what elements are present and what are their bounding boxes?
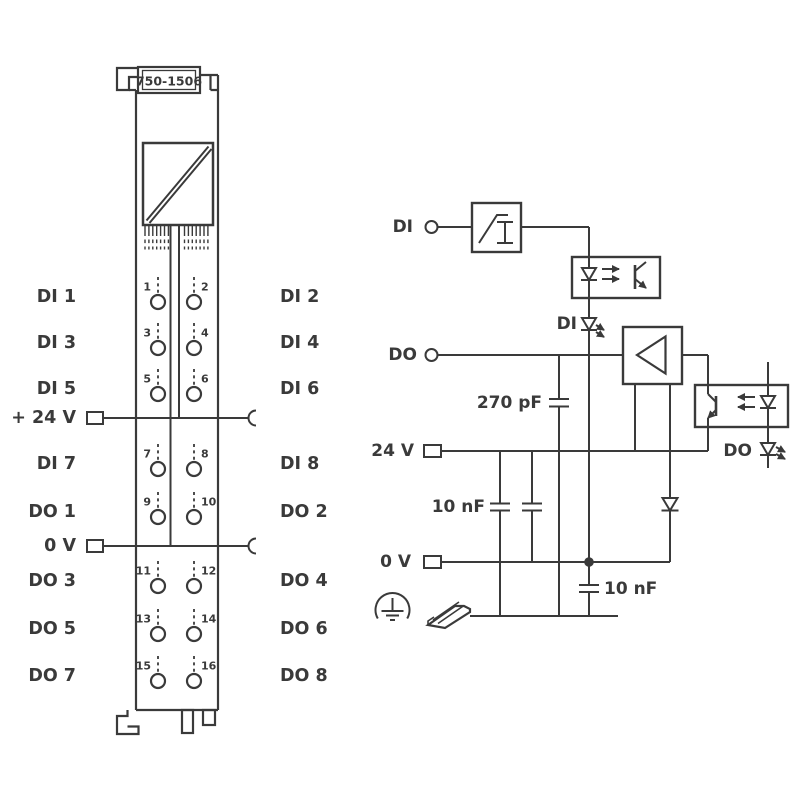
terminal-7 [151, 462, 165, 476]
power-terminal-0v [87, 540, 103, 552]
cap-10nf-ground-label: 10 nF [604, 579, 658, 599]
ground-0v-label: 0 V [380, 552, 411, 572]
terminal-number: 5 [143, 372, 151, 386]
terminal-label: DO 1 [28, 502, 76, 522]
terminal-label: DI 4 [280, 333, 320, 353]
module-mounting-feet [117, 710, 215, 734]
terminal-number: 7 [143, 447, 151, 461]
foot-centre [182, 710, 193, 733]
power-label-0v: 0 V [44, 536, 76, 556]
power-terminal-24v [87, 412, 103, 424]
junction-dot [585, 558, 593, 566]
supply-24v-label: 24 V [371, 441, 414, 461]
terminal-number: 4 [201, 326, 209, 340]
terminal-number: 11 [135, 564, 151, 578]
capacitor-270pf [477, 355, 569, 616]
capacitor-10nf-right [522, 451, 542, 562]
terminal-label: DI 6 [280, 379, 320, 399]
emission-arrow [596, 332, 604, 337]
input-filter-box [472, 203, 521, 252]
terminal-label: DO 4 [280, 571, 328, 591]
terminal-number: 12 [201, 564, 217, 578]
foot-right [203, 710, 215, 725]
terminal-number: 1 [143, 280, 151, 294]
terminal-15 [151, 674, 165, 688]
module-drawing [11, 67, 327, 734]
terminal-14 [187, 627, 201, 641]
terminal-number: 16 [201, 659, 217, 673]
do-led-label: DO [723, 441, 752, 461]
ramp-symbol [479, 215, 508, 243]
latch-left-hook [117, 68, 138, 90]
led-di-indicator [557, 314, 604, 337]
output-driver-box [623, 327, 682, 384]
part-number-plate [136, 67, 202, 93]
terminal-number: 10 [201, 495, 217, 509]
terminal-16 [187, 674, 201, 688]
led-dot-rows [145, 240, 208, 250]
terminal-number: 3 [143, 326, 151, 340]
supply-24v-terminal [424, 445, 441, 457]
terminal-label: DO 3 [28, 571, 76, 591]
terminal-label: DI 7 [36, 454, 76, 474]
capacitor-10nf-left [490, 451, 510, 616]
part-number: 750-1506 [135, 73, 203, 89]
power-bus-arc [249, 539, 256, 554]
terminal-label: DO 8 [280, 666, 328, 686]
terminal-11 [151, 579, 165, 593]
emission-arrow [776, 447, 785, 452]
di-terminal-label: DI [392, 217, 413, 237]
terminal-9 [151, 510, 165, 524]
terminal-13 [151, 627, 165, 641]
terminal-6 [187, 387, 201, 401]
terminal-label: DI 3 [36, 333, 76, 353]
ground-0v-terminal [424, 556, 441, 568]
terminal-4 [187, 341, 201, 355]
terminal-row [28, 656, 327, 688]
do-terminal [426, 349, 438, 361]
terminal-label: DO 2 [280, 502, 328, 522]
terminal-number: 13 [135, 612, 151, 626]
power-label-24v: + 24 V [11, 408, 76, 428]
ground-0v-rail [380, 552, 670, 572]
emission-arrow [776, 454, 785, 459]
led-symbol [582, 268, 596, 280]
led-do-indicator [723, 441, 785, 468]
foot-left-hook [117, 710, 139, 734]
led-indicator-field [145, 226, 208, 250]
terminal-2 [187, 295, 201, 309]
terminal-label: DO 5 [28, 619, 76, 639]
cap-10nf-label: 10 nF [431, 497, 485, 517]
terminal-label: DI 5 [36, 379, 76, 399]
connector-comb [145, 226, 208, 236]
di-terminal [426, 221, 438, 233]
terminal-row [37, 444, 320, 476]
do-terminal-label: DO [388, 345, 417, 365]
status-display-window [143, 143, 213, 225]
terminal-5 [151, 387, 165, 401]
emission-arrow [596, 325, 604, 330]
terminal-label: DI 2 [280, 287, 320, 307]
terminal-number: 9 [143, 495, 151, 509]
terminal-number: 14 [201, 612, 217, 626]
power-bus-arc [249, 411, 256, 426]
terminal-label: DI 8 [280, 454, 320, 474]
terminal-8 [187, 462, 201, 476]
terminal-label: DI 1 [36, 287, 76, 307]
terminal-label: DO 6 [280, 619, 328, 639]
capacitor-10nf-ground [579, 579, 657, 616]
terminal-number: 8 [201, 447, 209, 461]
capacitor-10nf-pair [432, 451, 542, 616]
terminal-row [28, 561, 327, 593]
terminal-1 [151, 295, 165, 309]
display-diagonal [147, 147, 212, 224]
terminal-number: 15 [135, 659, 151, 673]
connection-schematic [371, 203, 788, 628]
power-row-24v [11, 408, 256, 428]
terminal-row [28, 609, 327, 641]
latch-right-step [200, 75, 218, 90]
terminal-number: 6 [201, 372, 209, 386]
cap-270pf-label: 270 pF [476, 393, 542, 413]
amplifier-triangle [637, 337, 666, 374]
din-rail-icon [428, 602, 470, 628]
current-limit-symbol [497, 222, 513, 243]
diode [662, 498, 679, 562]
di-led-label: DI [556, 314, 577, 334]
supply-24v-rail [371, 441, 708, 461]
terminal-label: DO 7 [28, 666, 76, 686]
terminal-12 [187, 579, 201, 593]
terminal-3 [151, 341, 165, 355]
optocoupler-input [572, 257, 660, 298]
led-symbol [761, 396, 775, 408]
terminal-10 [187, 510, 201, 524]
terminal-number: 2 [201, 280, 209, 294]
functional-earth-icon [376, 593, 410, 620]
power-row-0v [44, 536, 256, 556]
terminal-row [28, 492, 327, 524]
